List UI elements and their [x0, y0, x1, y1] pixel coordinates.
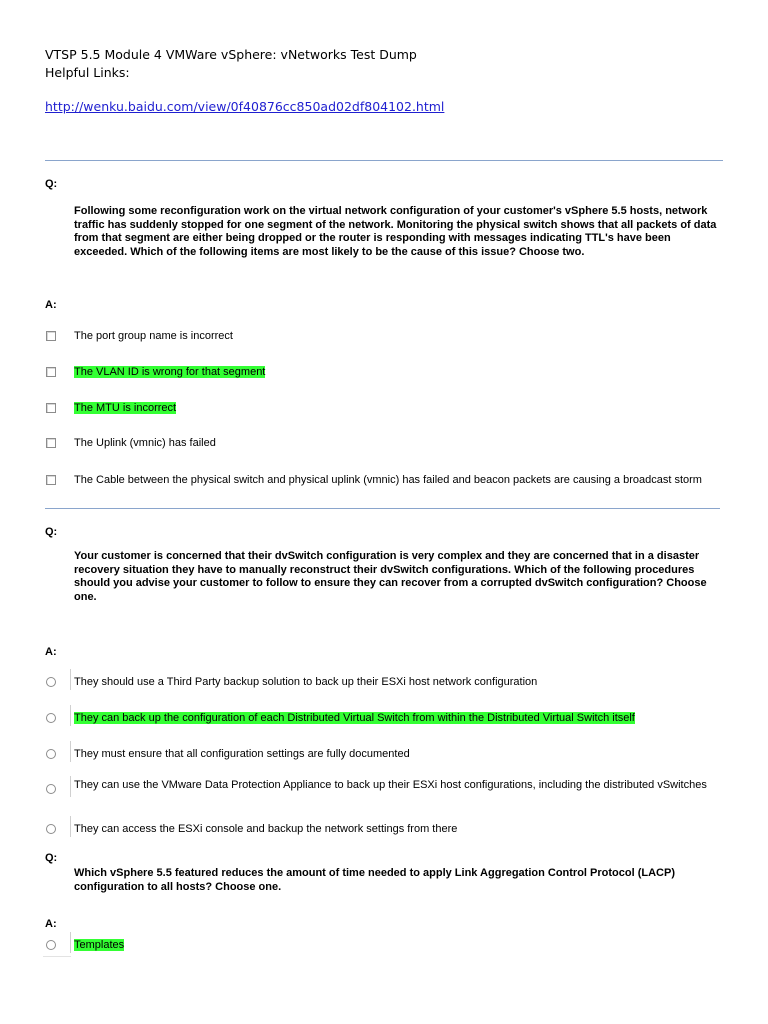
option-label — [74, 712, 635, 726]
option-separator — [70, 816, 71, 837]
highlighted-answer: They can back up the configuration of each Distributed Virtual Switch from within the Distributed Virtual Switch itself — [74, 712, 635, 724]
question-label: Q: — [45, 526, 58, 538]
question-text: Your customer is concerned that their dvSwitch configuration is very complex and they are concerned that in a disaster recovery situation they have to manually reconstruct their dvSwitch configurations. Which of the following procedures should you advise your customer to follow to ensure they can recover from a corrupted dvSwitch configuration? Choose one. — [74, 550, 707, 603]
option-radio[interactable] — [46, 749, 56, 759]
option-separator — [70, 776, 71, 797]
option-label: The Uplink (vmnic) has failed — [74, 437, 216, 449]
highlighted-answer: The VLAN ID is wrong for that segment — [74, 366, 266, 378]
answer-label: A: — [45, 299, 57, 311]
question-text: Following some reconfiguration work on the virtual network configuration of your customer's vSphere 5.5 hosts, network traffic has suddenly stopped for one segment of the network. Monitoring the physical switch shows that all packets of data from that segment are either being dropped or the router is responding with messages indicating TTL's have been exceeded. Which of the following items are most likely to be the cause of this issue? Choose two. — [74, 205, 717, 258]
option-label: The port group name is incorrect — [74, 330, 233, 342]
option-separator — [70, 741, 71, 762]
option-checkbox[interactable] — [46, 475, 56, 485]
option-label: They can use the VMware Data Protection Appliance to back up their ESXi host configurations, including the distributed vSwitches — [74, 779, 707, 791]
answer-label: A: — [45, 918, 57, 930]
option-label — [74, 939, 124, 953]
option-checkbox[interactable] — [46, 403, 56, 413]
helpful-link[interactable]: http://wenku.baidu.com/view/0f40876cc850ad02df804102.html — [45, 99, 445, 114]
section-divider — [45, 508, 720, 509]
option-separator — [70, 932, 71, 953]
helpful-links-heading: Helpful Links: — [45, 65, 130, 80]
question-text: Which vSphere 5.5 featured reduces the amount of time needed to apply Link Aggregation Control Protocol (LACP) configuration to all hosts? Choose one. — [74, 867, 675, 893]
option-baseline — [43, 956, 71, 957]
section-divider — [45, 160, 723, 161]
option-checkbox[interactable] — [46, 367, 56, 377]
question-label: Q: — [45, 852, 58, 864]
option-radio[interactable] — [46, 784, 56, 794]
option-checkbox[interactable] — [46, 331, 56, 341]
option-separator — [70, 705, 71, 726]
option-radio[interactable] — [46, 713, 56, 723]
document-title: VTSP 5.5 Module 4 VMWare vSphere: vNetworks Test Dump — [45, 47, 417, 62]
option-label: The Cable between the physical switch and physical uplink (vmnic) has failed and beacon packets are causing a broadcast storm — [74, 474, 702, 486]
option-radio[interactable] — [46, 940, 56, 950]
option-label — [74, 366, 265, 380]
option-checkbox[interactable] — [46, 438, 56, 448]
answer-label: A: — [45, 646, 57, 658]
option-label: They must ensure that all configuration settings are fully documented — [74, 748, 410, 760]
option-label: They should use a Third Party backup solution to back up their ESXi host network configuration — [74, 676, 538, 688]
option-label: They can access the ESXi console and backup the network settings from there — [74, 823, 458, 835]
question-label: Q: — [45, 178, 58, 190]
option-radio[interactable] — [46, 677, 56, 687]
option-label — [74, 402, 176, 416]
highlighted-answer: The MTU is incorrect — [74, 402, 177, 414]
highlighted-answer: Templates — [74, 939, 125, 951]
option-radio[interactable] — [46, 824, 56, 834]
option-separator — [70, 669, 71, 690]
